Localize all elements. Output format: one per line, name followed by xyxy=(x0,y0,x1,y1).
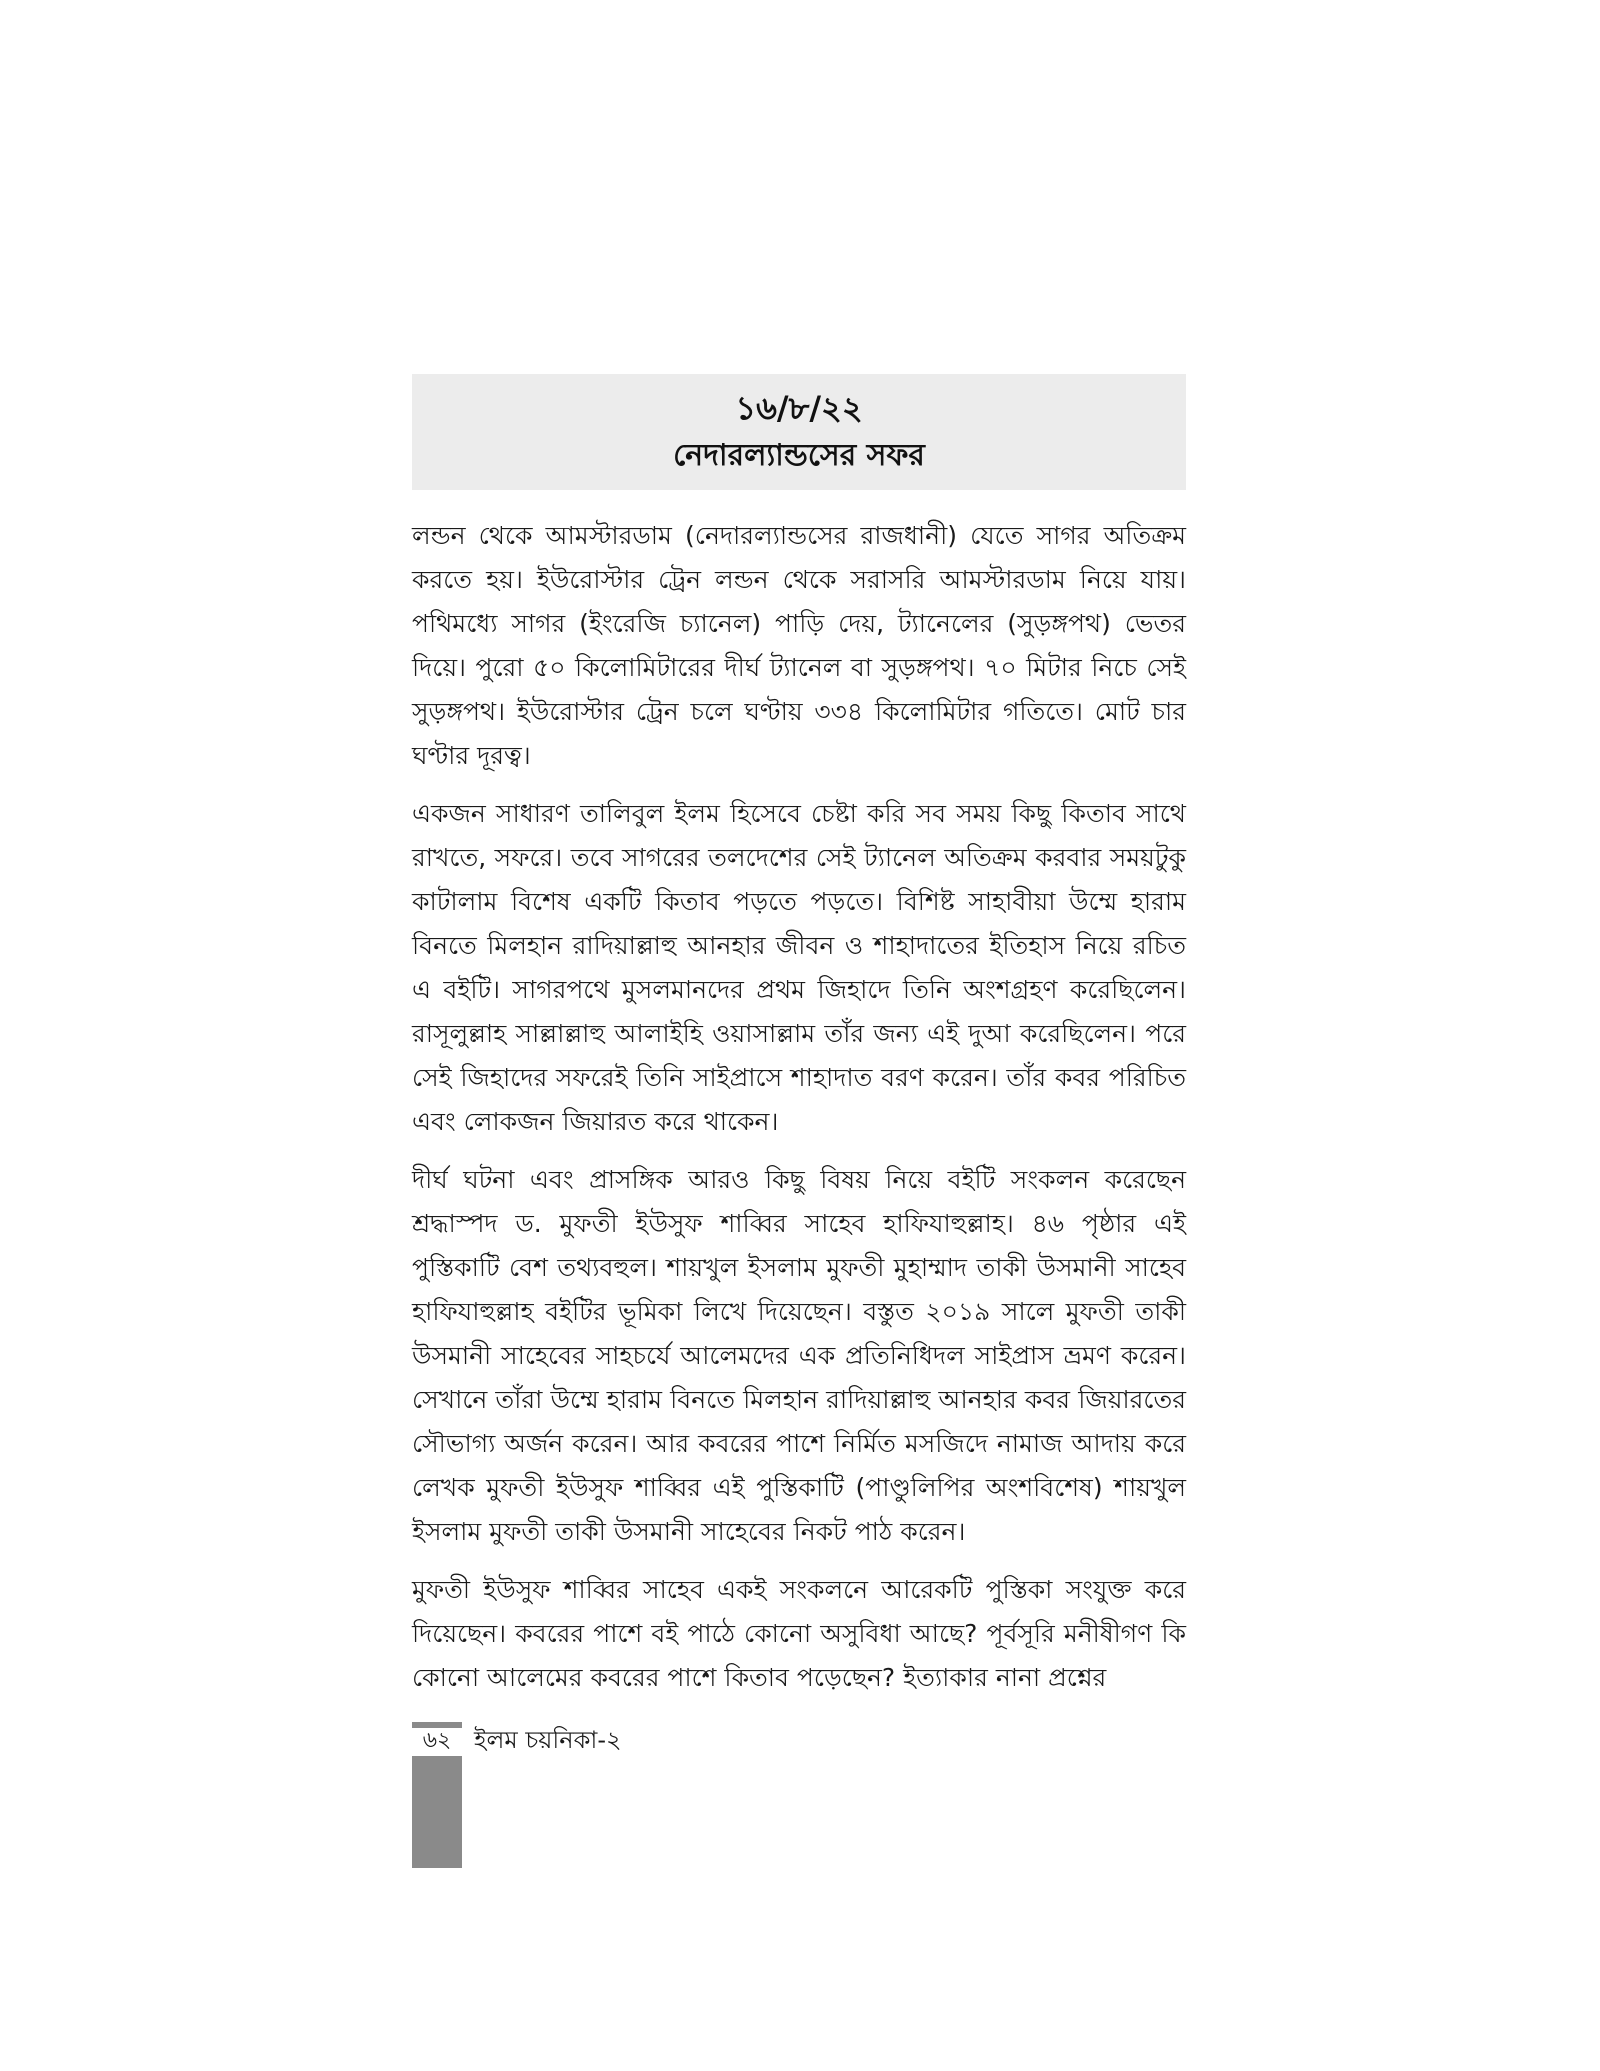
paragraph-4: মুফতী ইউসুফ শাব্বির সাহেব একই সংকলনে আরেকটি পুস্তিকা সংযুক্ত করে দিয়েছেন। কবরের পাশে বই পাঠে কোনো অসুবিধা আছে? পূর্বসূরি মনীষীগণ কি কোনো আলেমের কবরের পাশে কিতাব পড়েছেন? ইত্যাকার নানা প্রশ্নের xyxy=(412,1575,1186,1692)
chapter-date: ১৬/৮/২২ xyxy=(735,389,863,427)
chapter-title: নেদারল্যান্ডসের সফর xyxy=(673,438,925,473)
body-text xyxy=(412,514,1186,1714)
paragraph-3: দীর্ঘ ঘটনা এবং প্রাসঙ্গিক আরও কিছু বিষয় নিয়ে বইটি সংকলন করেছেন শ্রদ্ধাস্পদ ড. মুফতী ইউসুফ শাব্বির সাহেব হাফিযাহুল্লাহ। ৪৬ পৃষ্ঠার এই পুস্তিকাটি বেশ তথ্যবহুল। শায়খুল ইসলাম মুফতী মুহাম্মাদ তাকী উসমানী সাহেব হাফিযাহুল্লাহ বইটির ভূমিকা লিখে দিয়েছেন। বস্তুত ২০১৯ সালে মুফতী তাকী উসমানী সাহেবের সাহচর্যে আলেমদের এক প্রতিনিধিদল সাইপ্রাস ভ্রমণ করেন। সেখানে তাঁরা উম্মে হারাম বিনতে মিলহান রাদিয়াল্লাহু আনহার কবর জিয়ারতের সৌভাগ্য অর্জন করেন। আর কবরের পাশে নির্মিত মসজিদে নামাজ আদায় করে লেখক মুফতী ইউসুফ শাব্বির এই পুস্তিকাটি (পাণ্ডুলিপির অংশবিশেষ) শায়খুল ইসলাম মুফতী তাকী উসমানী সাহেবের নিকট পাঠ করেন। xyxy=(412,1165,1186,1546)
paragraph-2: একজন সাধারণ তালিবুল ইলম হিসেবে চেষ্টা করি সব সময় কিছু কিতাব সাথে রাখতে, সফরে। তবে সাগরের তলদেশের সেই ট্যানেল অতিক্রম করবার সময়টুকু কাটালাম বিশেষ একটি কিতাব পড়তে পড়তে। বিশিষ্ট সাহাবীয়া উম্মে হারাম বিনতে মিলহান রাদিয়াল্লাহু আনহার জীবন ও শাহাদাতের ইতিহাস নিয়ে রচিত এ বইটি। সাগরপথে মুসলমানদের প্রথম জিহাদে তিনি অংশগ্রহণ করেছিলেন। রাসূলুল্লাহ সাল্লাল্লাহু আলাইহি ওয়াসাল্লাম তাঁর জন্য এই দুআ করেছিলেন। পরে সেই জিহাদের সফরেই তিনি সাইপ্রাসে শাহাদাত বরণ করেন। তাঁর কবর পরিচিত এবং লোকজন জিয়ারত করে থাকেন। xyxy=(412,799,1186,1136)
running-footer-book-title: ইলম চয়নিকা-২ xyxy=(474,1726,622,1754)
page-number: ৬২ xyxy=(422,1728,452,1753)
paragraph-1: লন্ডন থেকে আমস্টারডাম (নেদারল্যান্ডসের রাজধানী) যেতে সাগর অতিক্রম করতে হয়। ইউরোস্টার ট্রেন লন্ডন থেকে সরাসরি আমস্টারডাম নিয়ে যায়। পথিমধ্যে সাগর (ইংরেজি চ্যানেল) পাড়ি দেয়, ট্যানেলের (সুড়ঙ্গপথ) ভেতর দিয়ে। পুরো ৫০ কিলোমিটারের দীর্ঘ ট্যানেল বা সুড়ঙ্গপথ। ৭০ মিটার নিচে সেই সুড়ঙ্গপথ। ইউরোস্টার ট্রেন চলে ঘণ্টায় ৩৩৪ কিলোমিটার গতিতে। মোট চার ঘণ্টার দূরত্ব। xyxy=(412,521,1186,770)
chapter-header xyxy=(412,374,1186,490)
